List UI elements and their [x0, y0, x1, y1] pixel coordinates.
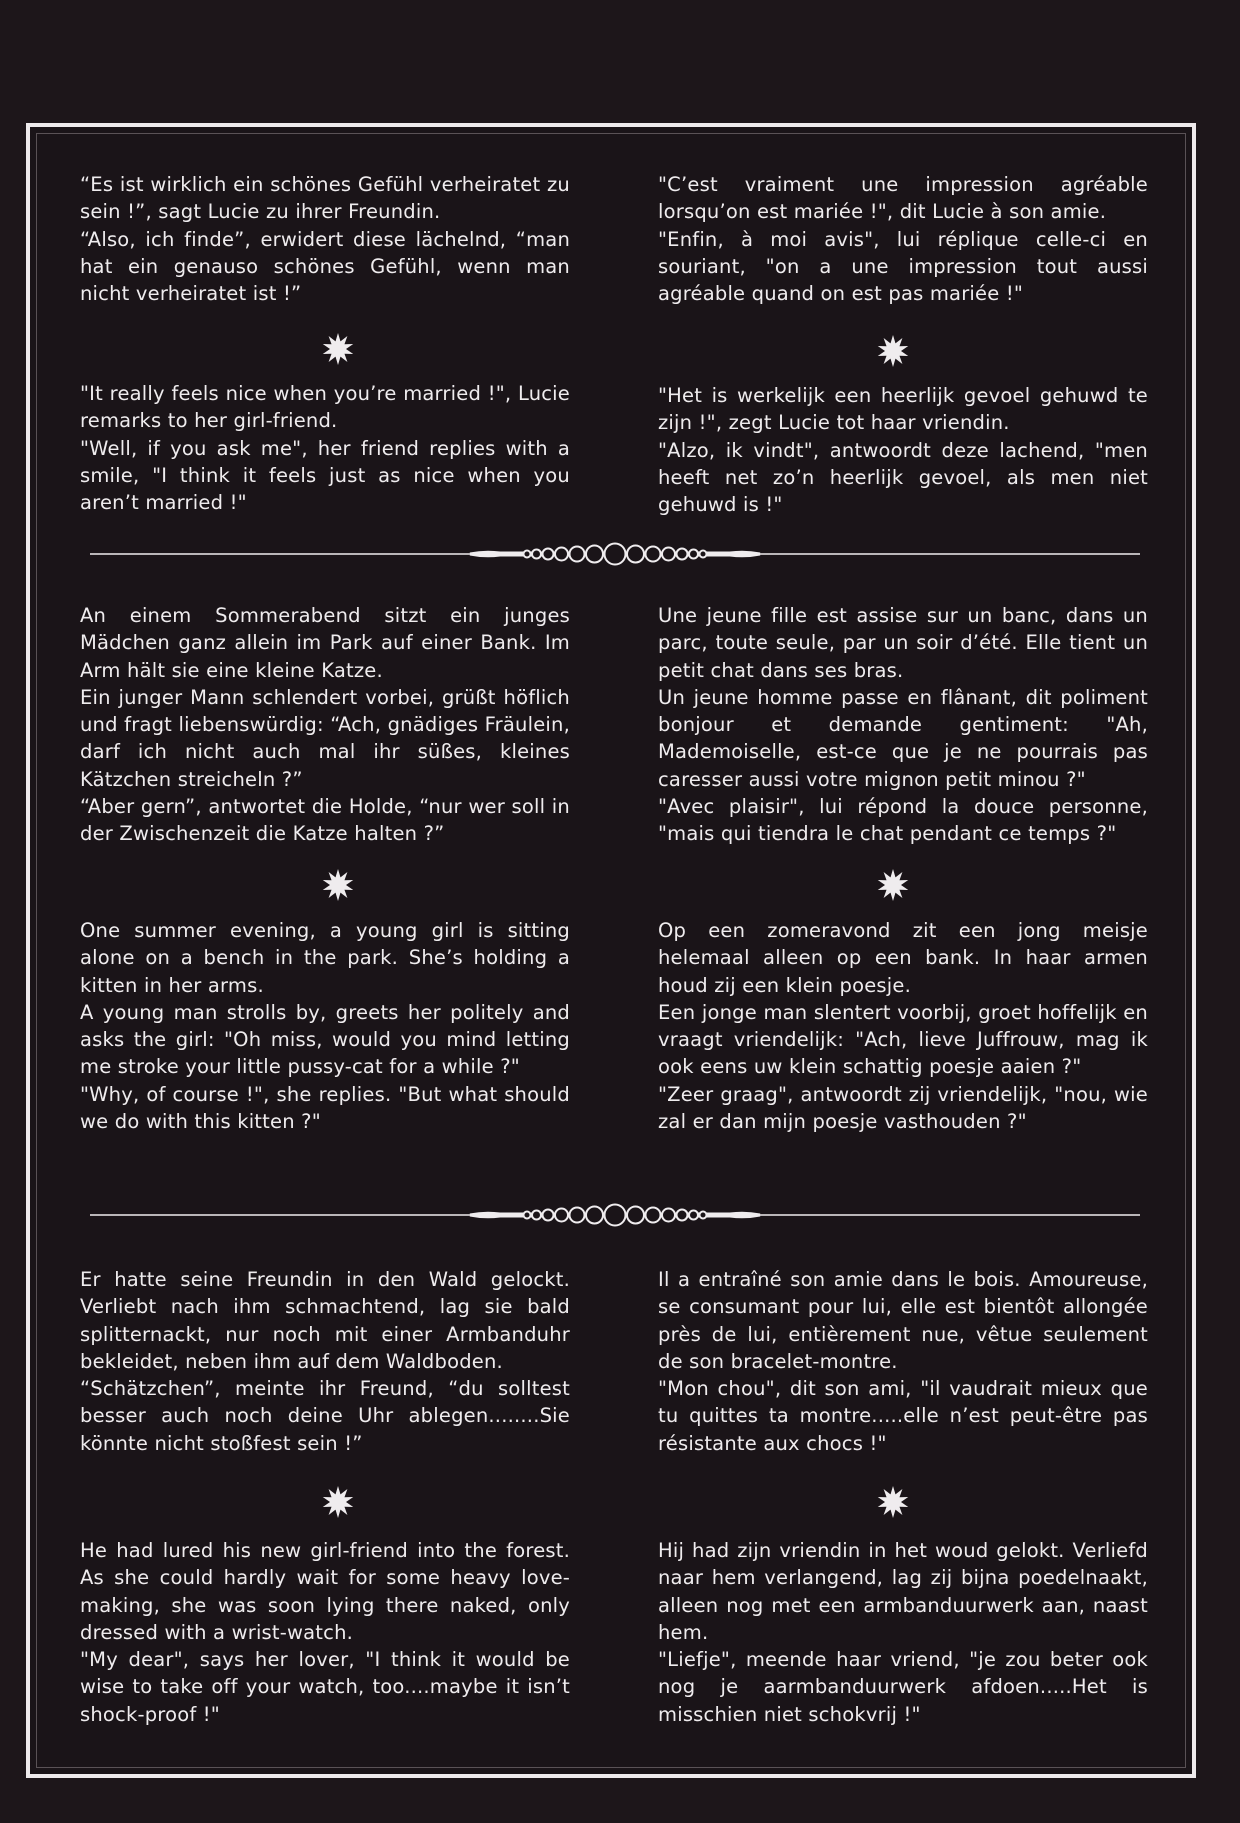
- paragraph: "Well, if you ask me", her friend replies with a smile, "I think it feels just as nice when you aren’t married !": [80, 436, 570, 515]
- section-2-dutch: [658, 917, 1148, 1135]
- section-1-english: [80, 380, 570, 516]
- section-1-french: [658, 171, 1148, 307]
- section-2-german: [80, 602, 570, 848]
- section-1-german: [80, 171, 570, 307]
- section-3-dutch: [658, 1537, 1148, 1728]
- paragraph: “Aber gern”, antwortet die Holde, “nur wer soll in der Zwischenzeit die Katze halten ?”: [80, 795, 570, 846]
- star-icon: [876, 334, 910, 368]
- section-3-german: [80, 1266, 570, 1457]
- paragraph: "Liefje", meende haar vriend, "je zou beter ook nog je aarmbanduurwerk afdoen.....Het is misschien niet schokvrij !": [658, 1648, 1148, 1726]
- page-frame: [26, 123, 1196, 1778]
- paragraph: Un jeune homme passe en flânant, dit poliment bonjour et demande gentiment: "Ah, Mademoiselle, est-ce que je ne pourrais pas caresser aussi votre mignon petit minou ?": [658, 685, 1148, 791]
- paragraph: Une jeune fille est assise sur un banc, dans un parc, toute seule, par un soir d’été. Elle tient un petit chat dans ses bras.: [658, 604, 1148, 682]
- star-icon: [321, 1485, 355, 1519]
- star-icon: [876, 1485, 910, 1519]
- paragraph: "Het is werkelijk een heerlijk gevoel gehuwd te zijn !", zegt Lucie tot haar vriendin.: [658, 384, 1148, 435]
- star-icon: [321, 868, 355, 902]
- paragraph: "Alzo, ik vindt", antwoordt deze lachend, "men heeft net zo’n heerlijk gevoel, als men niet gehuwd is !": [658, 438, 1148, 517]
- paragraph: "My dear", says her lover, "I think it would be wise to take off your watch, too....maybe it isn’t shock-proof !": [80, 1648, 570, 1726]
- paragraph: One summer evening, a young girl is sitting alone on a bench in the park. She’s holding a kitten in her arms.: [80, 919, 570, 997]
- paragraph: Il a entraîné son amie dans le bois. Amoureuse, se consumant pour lui, elle est bientôt allongée près de lui, entièrement nue, vêtue seulement de son bracelet-montre.: [658, 1268, 1148, 1373]
- star-icon: [876, 868, 910, 902]
- paragraph: Er hatte seine Freundin in den Wald gelockt. Verliebt nach ihm schmachtend, lag sie bald splitternackt, nur noch mit einer Armbanduhr bekleidet, neben ihm auf dem Waldboden.: [80, 1268, 570, 1373]
- section-2-english: [80, 917, 570, 1135]
- paragraph: “Es ist wirklich ein schönes Gefühl verheiratet zu sein !”, sagt Lucie zu ihrer Freundin.: [80, 173, 570, 224]
- paragraph: Op een zomeravond zit een jong meisje helemaal alleen op een bank. In haar armen houd zij een klein poesje.: [658, 919, 1148, 997]
- scroll-divider-icon: [90, 541, 1140, 567]
- scroll-divider-icon: [90, 1202, 1140, 1228]
- section-3-english: [80, 1537, 570, 1728]
- paragraph: "It really feels nice when you’re married !", Lucie remarks to her girl-friend.: [80, 382, 570, 433]
- paragraph: An einem Sommerabend sitzt ein junges Mädchen ganz allein im Park auf einer Bank. Im Arm hält sie eine kleine Katze.: [80, 604, 570, 682]
- section-3-french: [658, 1266, 1148, 1457]
- paragraph: Ein junger Mann schlendert vorbei, grüßt höflich und fragt liebenswürdig: “Ach, gnädiges Fräulein, darf ich nicht auch mal ihr süßes, kleines Kätzchen streicheln ?”: [80, 685, 570, 791]
- paragraph: He had lured his new girl-friend into the forest. As she could hardly wait for some heavy love-making, she was soon lying there naked, only dressed with a wrist-watch.: [80, 1539, 570, 1644]
- paragraph: Een jonge man slentert voorbij, groet hoffelijk en vraagt vriendelijk: "Ach, lieve Juffrouw, mag ik ook eens uw klein schattig poesje aaien ?": [658, 1000, 1148, 1079]
- paragraph: A young man strolls by, greets her politely and asks the girl: "Oh miss, would you mind letting me stroke your little pussy-cat for a while ?": [80, 1000, 570, 1079]
- paragraph: “Schätzchen”, meinte ihr Freund, “du solltest besser auch noch deine Uhr ablegen........Sie könnte nicht stoßfest sein !”: [80, 1377, 570, 1455]
- paragraph: "Mon chou", dit son ami, "il vaudrait mieux que tu quittes ta montre.....elle n’est peut-être pas résistante aux chocs !": [658, 1377, 1148, 1455]
- paragraph: "Zeer graag", antwoordt zij vriendelijk, "nou, wie zal er dan mijn poesje vasthouden ?": [658, 1082, 1148, 1134]
- paragraph: "C’est vraiment une impression agréable lorsqu’on est mariée !", dit Lucie à son amie.: [658, 173, 1148, 224]
- section-1-dutch: [658, 382, 1148, 518]
- star-icon: [321, 332, 355, 366]
- paragraph: "Avec plaisir", lui répond la douce personne, "mais qui tiendra le chat pendant ce temps ?": [658, 795, 1148, 846]
- paragraph: Hij had zijn vriendin in het woud gelokt. Verliefd naar hem verlangend, lag zij bijna poedelnaakt, alleen nog met een armbanduurwerk aan, naast hem.: [658, 1539, 1148, 1644]
- paragraph: “Also, ich finde”, erwidert diese lächelnd, “man hat ein genauso schönes Gefühl, wenn man nicht verheiratet ist !”: [80, 227, 570, 306]
- paragraph: "Enfin, à moi avis", lui réplique celle-ci en souriant, "on a une impression tout aussi agréable quand on est pas mariée !": [658, 227, 1148, 306]
- section-2-french: [658, 602, 1148, 848]
- paragraph: "Why, of course !", she replies. "But what should we do with this kitten ?": [80, 1082, 570, 1134]
